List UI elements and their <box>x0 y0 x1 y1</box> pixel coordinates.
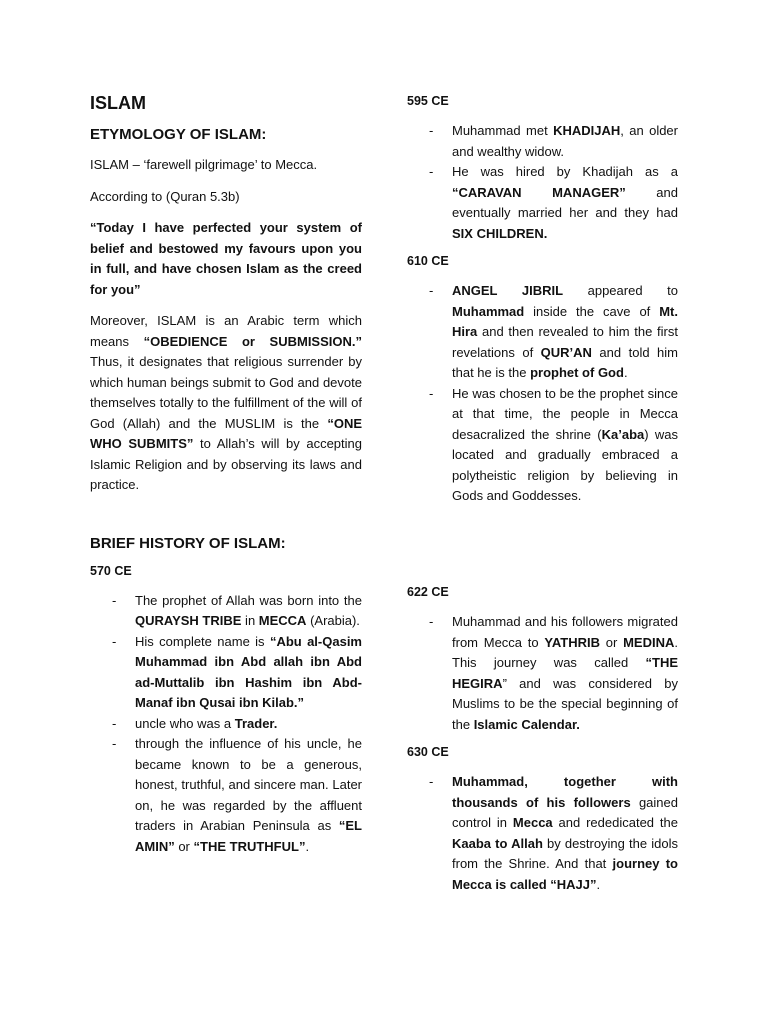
list-item: - He was hired by Khadijah as a “CARAVAN MANAGER” and eventually married her and they had SIX CHILDREN. <box>407 162 678 244</box>
history-heading: BRIEF HISTORY OF ISLAM: <box>90 534 286 552</box>
moreover-paragraph: Moreover, ISLAM is an Arabic term which means “OBEDIENCE or SUBMISSION.” Thus, it designates that religious surrender by which human beings submit to God and devote themselves totally to the fulfillment of the will of God (Allah) and the MUSLIM is the “ONE WHO SUBMITS” to Allah’s will by accepting Islamic Religion and by observing its laws and practice. <box>90 313 363 492</box>
list-item: - uncle who was a Trader. <box>90 714 362 735</box>
list-item: - Muhammad and his followers migrated from Mecca to YATHRIB or MEDINA. This journey was called “THE HEGIRA” and was considered by Muslims to be the special beginning of the Islamic Calendar. <box>407 612 678 735</box>
list-item: - ANGEL JIBRIL appeared to Muhammad inside the cave of Mt. Hira and then revealed to him the first revelations of QUR’AN and told him that he is the prophet of God. <box>407 281 678 384</box>
list-item: - Muhammad, together with thousands of his followers gained control in Mecca and rededicated the Kaaba to Allah by destroying the idols from the Shrine. And that journey to Mecca is called “HAJJ”. <box>407 772 678 895</box>
list-630 <box>407 772 678 895</box>
etymology-heading: ETYMOLOGY OF ISLAM: <box>90 126 267 143</box>
list-item: - The prophet of Allah was born into the QURAYSH TRIBE in MECCA (Arabia). <box>90 591 362 632</box>
year-595: 595 CE <box>407 94 449 108</box>
etymology-line: ISLAM – ‘farewell pilgrimage’ to Mecca. <box>90 157 318 172</box>
list-item: - Muhammad met KHADIJAH, an older and wealthy widow. <box>407 121 678 162</box>
list-622 <box>407 612 678 735</box>
right-column-bottom <box>407 585 678 905</box>
list-610 <box>407 281 678 507</box>
year-630: 630 CE <box>407 745 449 759</box>
list-570 <box>90 591 362 858</box>
right-column-top <box>407 94 678 517</box>
list-item: - His complete name is “Abu al-Qasim Muhammad ibn Abd allah ibn Abd ad-Muttalib ibn Hashim ibn Abd-Manaf ibn Qusai ibn Kilab.” <box>90 632 362 714</box>
list-item: - through the influence of his uncle, he became known to be a generous, honest, truthful, and sincere man. Later on, he was regarded by the affluent traders in Arabian Peninsula as “EL AMIN” or “THE TRUTHFUL”. <box>90 734 362 857</box>
year-610: 610 CE <box>407 254 449 268</box>
quran-quote: “Today I have perfected your system of belief and bestowed my favours upon you in full, and have chosen Islam as the creed for you” <box>90 220 362 297</box>
list-595 <box>407 121 678 244</box>
year-570: 570 CE <box>90 563 132 578</box>
quran-reference: According to (Quran 5.3b) <box>90 188 240 204</box>
list-item: - He was chosen to be the prophet since at that time, the people in Mecca desacralized the shrine (Ka’aba) was located and gradually embraced a polytheistic religion by believing in Gods and Goddesses. <box>407 384 678 507</box>
left-column <box>90 93 362 867</box>
page-title: ISLAM <box>90 93 146 113</box>
year-622: 622 CE <box>407 585 449 599</box>
